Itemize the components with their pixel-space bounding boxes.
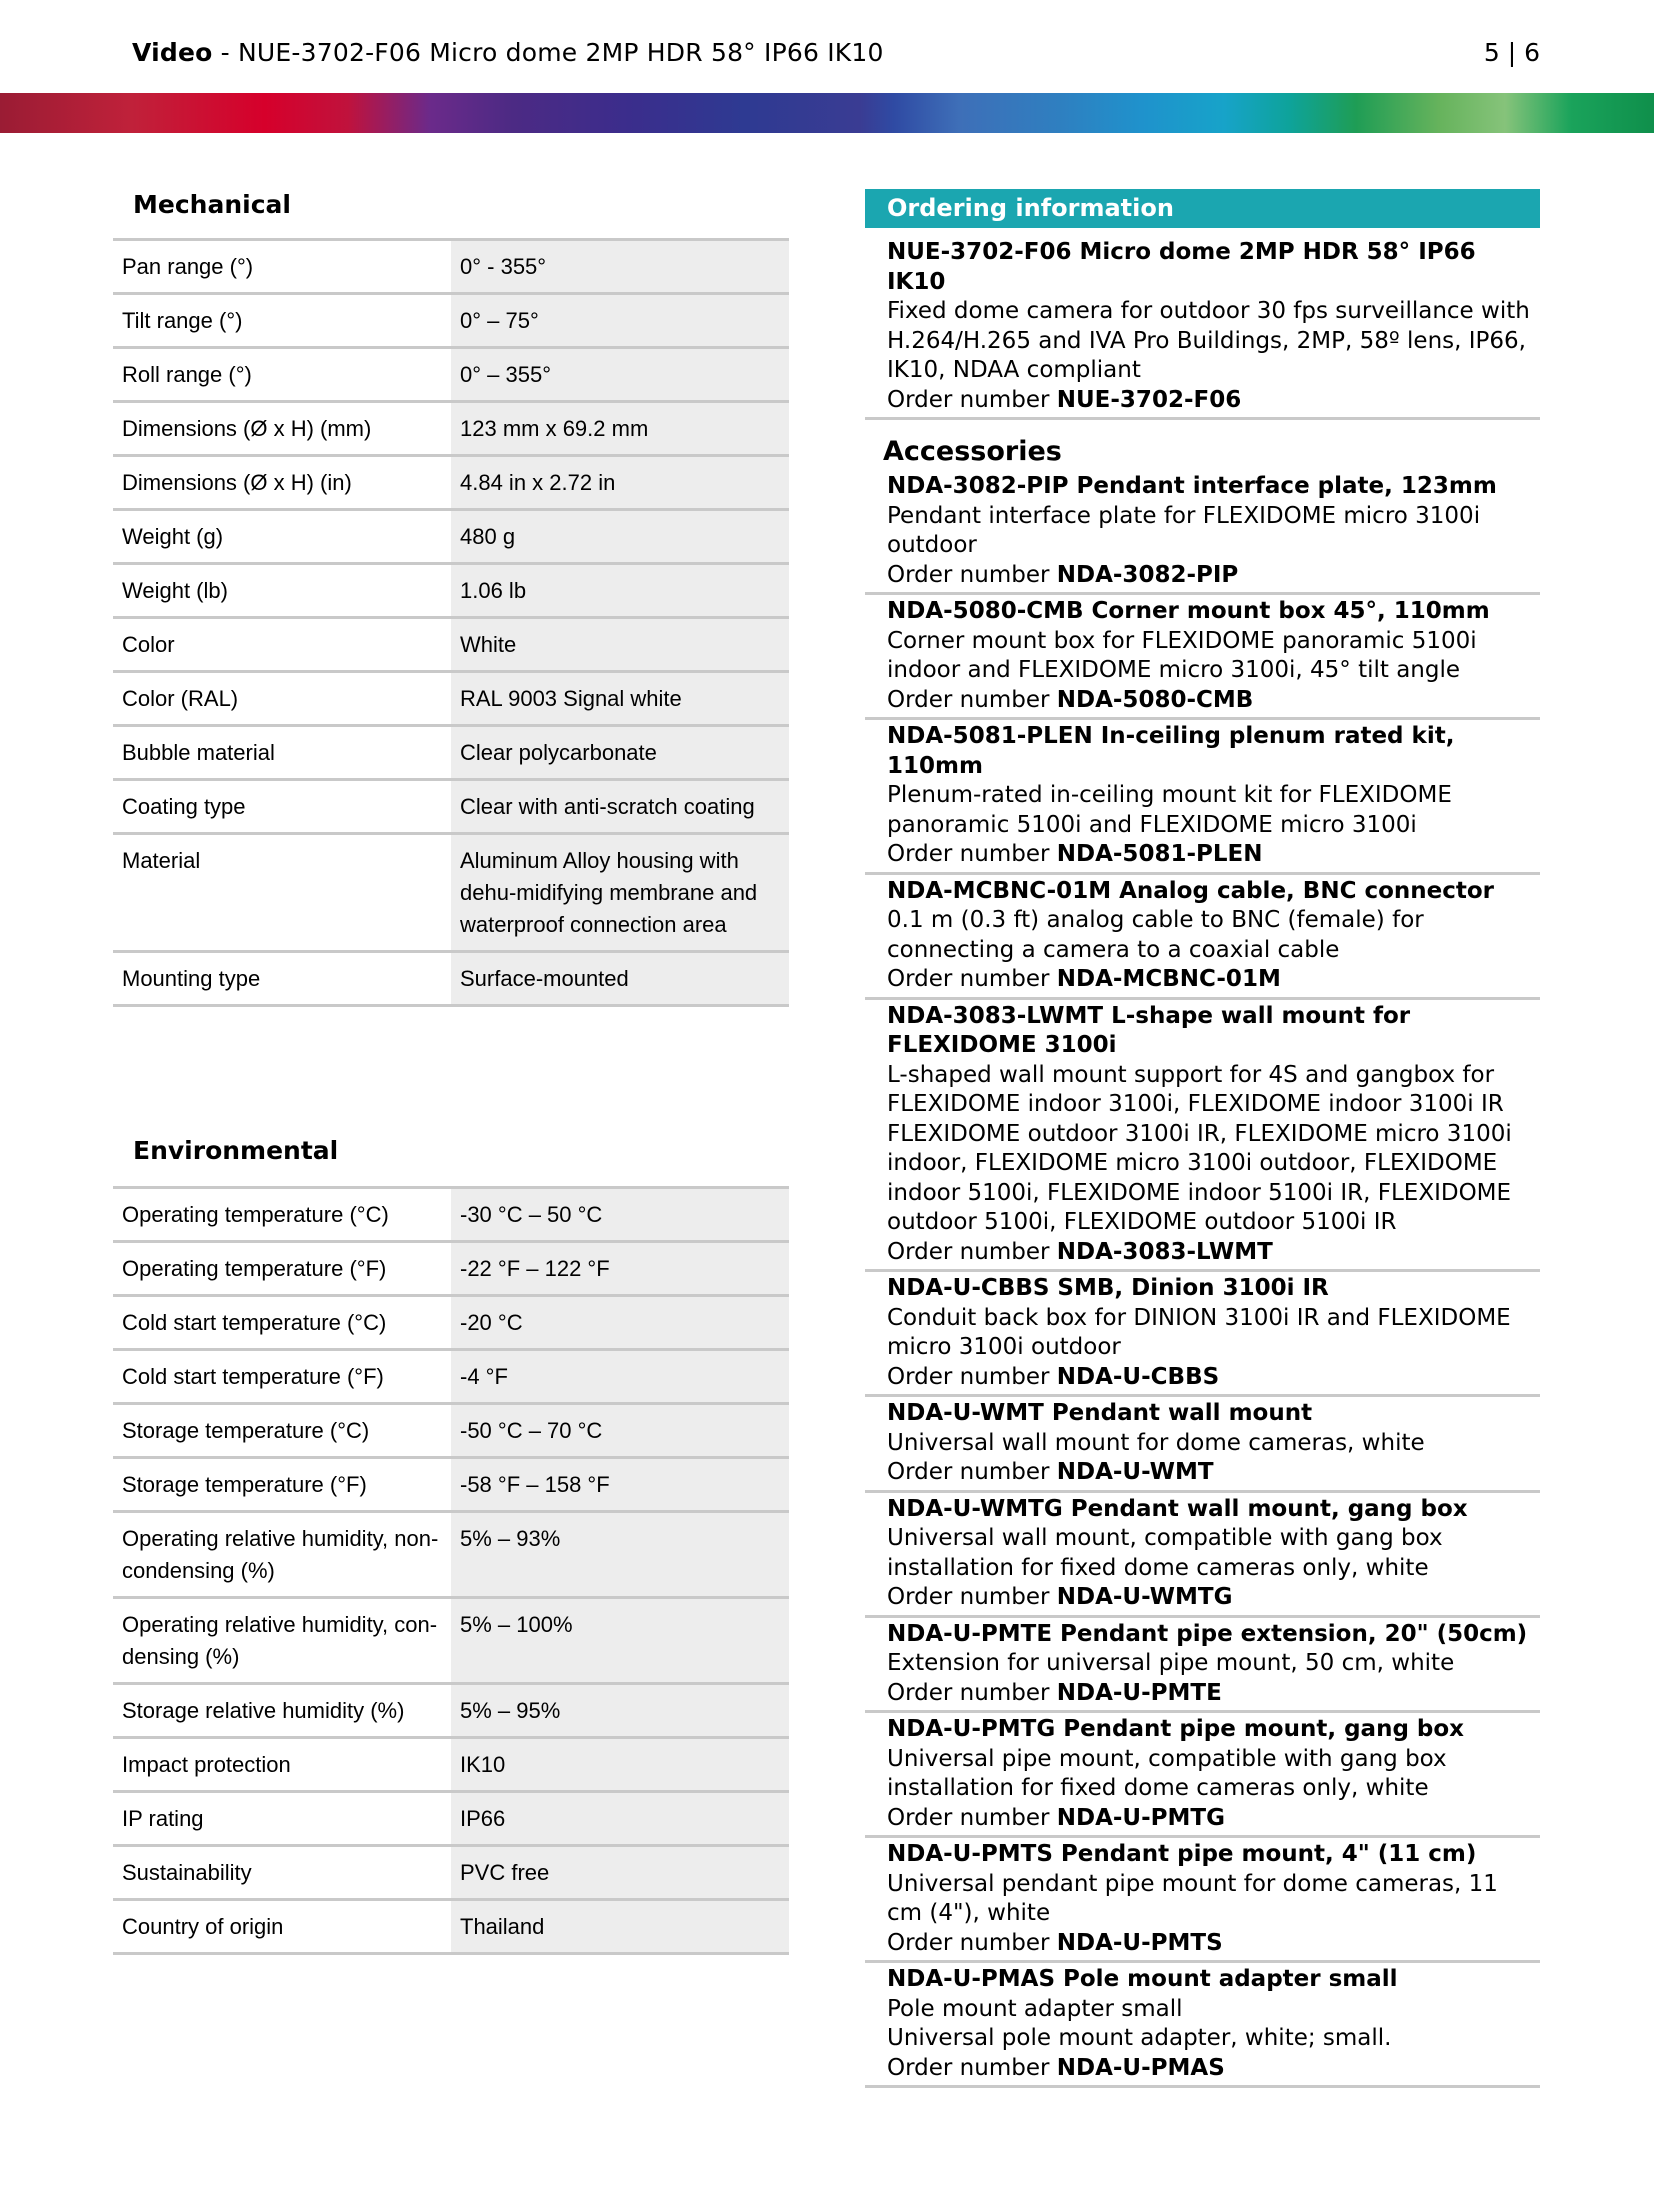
spec-row — [113, 834, 789, 952]
accessory-order-number: Order number NDA-U-WMT — [887, 1459, 1214, 1485]
accessory-description: Conduit back box for DINION 3100i IR and FLEXIDOME micro 3100i outdoor — [887, 1304, 1511, 1360]
spec-value: IP66 — [451, 1792, 789, 1846]
spec-row — [113, 952, 789, 1006]
accessory-description: Pendant interface plate for FLEXIDOME micro 3100i outdoor — [887, 502, 1481, 558]
spec-row — [113, 564, 789, 618]
spec-row — [113, 780, 789, 834]
accessory-description: L-shaped wall mount support for 4S and gangbox for FLEXIDOME indoor 3100i, FLEXIDOME indoor 3100i IR FLEXIDOME outdoor 3100i IR, FLEXIDOME micro 3100i indoor, FLEXIDOME micro 3100i outdoor, FLEXIDOME indoor 5100i, FLEXIDOME indoor 5100i IR, FLEXIDOME outdoor 5100i, FLEXIDOME outdoor 5100i IR — [887, 1061, 1512, 1235]
accessory-description: Universal pipe mount, compatible with gang box installation for fixed dome cameras only, white — [887, 1745, 1447, 1801]
spec-label: Country of origin — [113, 1900, 451, 1954]
accessory-name: NDA-MCBNC-01M Analog cable, BNC connector — [887, 877, 1495, 904]
spec-label: Operating temperature (°F) — [113, 1242, 451, 1296]
accessory-name: NDA-U-PMTG Pendant pipe mount, gang box — [887, 1716, 1465, 1742]
accessory-name: NDA-5081-PLEN In-ceiling plenum rated kit, 110mm — [887, 723, 1455, 779]
spec-row — [113, 1792, 789, 1846]
header-title: NUE-3702-F06 Micro dome 2MP HDR 58° IP66 IK10 — [238, 38, 884, 67]
spec-row — [113, 1900, 789, 1954]
environmental-section-title: Environmental — [133, 1136, 339, 1165]
spec-value: 5% – 93% — [451, 1512, 789, 1598]
accessory-name: NDA-U-WMT Pendant wall mount — [887, 1400, 1313, 1426]
spec-row — [113, 456, 789, 510]
spec-label: Operating relative humidity, con-densing (%) — [113, 1598, 451, 1684]
ordering-column — [865, 189, 1540, 2088]
spec-label: Storage temperature (°F) — [113, 1458, 451, 1512]
spec-row — [113, 1598, 789, 1684]
spec-label: IP rating — [113, 1792, 451, 1846]
spec-row — [113, 1404, 789, 1458]
spec-row — [113, 1512, 789, 1598]
spec-label: Cold start temperature (°C) — [113, 1296, 451, 1350]
accessory-name: NDA-5080-CMB Corner mount box 45°, 110mm — [887, 598, 1490, 624]
spec-row — [113, 1684, 789, 1738]
accessory-order-number: Order number NDA-U-PMTS — [887, 1929, 1223, 1956]
spec-row — [113, 1738, 789, 1792]
spec-value: 0° – 75° — [451, 294, 789, 348]
spec-label: Weight (lb) — [113, 564, 451, 618]
spec-row — [113, 402, 789, 456]
spec-value: Surface-mounted — [451, 952, 789, 1006]
spec-row — [113, 1242, 789, 1296]
accessory-description: Pole mount adapter small Universal pole mount adapter, white; small. — [887, 1995, 1392, 2051]
accessory-name: NDA-U-WMTG Pendant wall mount, gang box — [887, 1495, 1468, 1522]
accessory-description: 0.1 m (0.3 ft) analog cable to BNC (female) for connecting a camera to a coaxial cable — [887, 907, 1424, 963]
accessory-item — [865, 1272, 1540, 1397]
spec-value: Clear polycarbonate — [451, 726, 789, 780]
accessory-order-number: Order number NDA-U-PMTG — [887, 1804, 1225, 1831]
spec-row — [113, 1458, 789, 1512]
spec-value: 1.06 lb — [451, 564, 789, 618]
spec-label: Cold start temperature (°F) — [113, 1350, 451, 1404]
brand-color-band — [0, 93, 1654, 133]
spec-label: Operating temperature (°C) — [113, 1188, 451, 1242]
product-description: Fixed dome camera for outdoor 30 fps surveillance with H.264/H.265 and IVA Pro Buildings, 2MP, 58º lens, IP66, IK10, NDAA compliant — [887, 298, 1530, 383]
accessory-order-number: Order number NDA-3082-PIP — [887, 561, 1239, 588]
mechanical-section-title: Mechanical — [133, 190, 291, 219]
spec-value: Thailand — [451, 1900, 789, 1954]
spec-value: PVC free — [451, 1846, 789, 1900]
spec-label: Weight (g) — [113, 510, 451, 564]
spec-value: White — [451, 618, 789, 672]
accessory-order-number: Order number NDA-U-CBBS — [887, 1363, 1220, 1390]
accessory-item — [865, 875, 1540, 1000]
document-header: Video - NUE-3702-F06 Micro dome 2MP HDR 58° IP66 IK10 — [132, 38, 884, 67]
accessory-description: Corner mount box for FLEXIDOME panoramic 5100i indoor and FLEXIDOME micro 3100i, 45° tilt angle — [887, 627, 1477, 683]
environmental-table — [113, 1186, 789, 1955]
header-category: Video — [132, 38, 213, 67]
spec-value: 123 mm x 69.2 mm — [451, 402, 789, 456]
spec-value: RAL 9003 Signal white — [451, 672, 789, 726]
accessories-title: Accessories — [883, 436, 1062, 467]
spec-value: 0° - 355° — [451, 240, 789, 294]
spec-label: Coating type — [113, 780, 451, 834]
accessory-description: Plenum-rated in-ceiling mount kit for FLEXIDOME panoramic 5100i and FLEXIDOME micro 3100i — [887, 782, 1452, 838]
spec-row — [113, 618, 789, 672]
accessory-item — [865, 470, 1540, 595]
spec-label: Dimensions (Ø x H) (in) — [113, 456, 451, 510]
spec-row — [113, 1846, 789, 1900]
spec-value: -58 °F – 158 °F — [451, 1458, 789, 1512]
accessory-name: NDA-U-PMTE Pendant pipe extension, 20" (50cm) — [887, 1620, 1528, 1647]
accessory-order-number: Order number NDA-U-PMTE — [887, 1679, 1222, 1706]
spec-value: Aluminum Alloy housing with dehu-midifying membrane and waterproof connection area — [451, 834, 789, 952]
spec-label: Color — [113, 618, 451, 672]
spec-label: Pan range (°) — [113, 240, 451, 294]
spec-label: Sustainability — [113, 1846, 451, 1900]
spec-value: IK10 — [451, 1738, 789, 1792]
spec-value: 4.84 in x 2.72 in — [451, 456, 789, 510]
spec-value: 5% – 95% — [451, 1684, 789, 1738]
accessory-item — [865, 1397, 1540, 1493]
accessory-name: NDA-U-PMAS Pole mount adapter small — [887, 1966, 1398, 1992]
accessory-item — [865, 1838, 1540, 1963]
accessory-description: Universal pendant pipe mount for dome cameras, 11 cm (4"), white — [887, 1870, 1498, 1926]
accessory-description: Universal wall mount, compatible with gang box installation for fixed dome cameras only, white — [887, 1525, 1443, 1581]
spec-row — [113, 240, 789, 294]
spec-row — [113, 1350, 789, 1404]
accessories-list — [865, 470, 1540, 2088]
product-order-number: Order number NUE-3702-F06 — [887, 386, 1242, 413]
spec-value: -30 °C – 50 °C — [451, 1188, 789, 1242]
spec-label: Roll range (°) — [113, 348, 451, 402]
spec-label: Bubble material — [113, 726, 451, 780]
accessory-item — [865, 595, 1540, 720]
spec-value: Clear with anti-scratch coating — [451, 780, 789, 834]
spec-label: Color (RAL) — [113, 672, 451, 726]
spec-label: Storage temperature (°C) — [113, 1404, 451, 1458]
spec-value: -22 °F – 122 °F — [451, 1242, 789, 1296]
spec-label: Impact protection — [113, 1738, 451, 1792]
accessory-name: NDA-3082-PIP Pendant interface plate, 123mm — [887, 473, 1497, 499]
accessory-name: NDA-3083-LWMT L-shape wall mount for FLEXIDOME 3100i — [887, 1002, 1411, 1058]
ordering-header: Ordering information — [865, 189, 1540, 228]
accessory-order-number: Order number NDA-3083-LWMT — [887, 1238, 1273, 1265]
page-number: 5 | 6 — [1483, 38, 1540, 67]
spec-row — [113, 348, 789, 402]
spec-row — [113, 726, 789, 780]
mechanical-table — [113, 238, 789, 1007]
spec-label: Operating relative humidity, non-condensing (%) — [113, 1512, 451, 1598]
spec-label: Dimensions (Ø x H) (mm) — [113, 402, 451, 456]
product-name: NUE-3702-F06 Micro dome 2MP HDR 58° IP66 IK10 — [887, 239, 1476, 295]
accessory-order-number: Order number NDA-5080-CMB — [887, 686, 1254, 713]
accessory-item — [865, 720, 1540, 875]
accessory-item — [865, 1000, 1540, 1273]
accessory-name: NDA-U-CBBS SMB, Dinion 3100i IR — [887, 1275, 1329, 1301]
accessory-item — [865, 1713, 1540, 1838]
spec-label: Mounting type — [113, 952, 451, 1006]
spec-row — [113, 294, 789, 348]
spec-row — [113, 1296, 789, 1350]
accessory-name: NDA-U-PMTS Pendant pipe mount, 4" (11 cm) — [887, 1841, 1477, 1867]
spec-value: 0° – 355° — [451, 348, 789, 402]
spec-row — [113, 1188, 789, 1242]
accessory-order-number: Order number NDA-5081-PLEN — [887, 841, 1263, 867]
spec-value: 480 g — [451, 510, 789, 564]
spec-row — [113, 672, 789, 726]
accessory-description: Extension for universal pipe mount, 50 cm, white — [887, 1650, 1455, 1676]
spec-value: -4 °F — [451, 1350, 789, 1404]
accessory-order-number: Order number NDA-U-WMTG — [887, 1584, 1233, 1610]
spec-value: -50 °C – 70 °C — [451, 1404, 789, 1458]
accessory-order-number: Order number NDA-MCBNC-01M — [887, 966, 1281, 992]
accessory-description: Universal wall mount for dome cameras, white — [887, 1429, 1425, 1456]
accessory-item — [865, 1963, 1540, 2088]
accessory-item — [865, 1493, 1540, 1618]
ordering-product — [865, 238, 1540, 420]
accessory-order-number: Order number NDA-U-PMAS — [887, 2054, 1225, 2081]
spec-value: 5% – 100% — [451, 1598, 789, 1684]
spec-label: Material — [113, 834, 451, 952]
spec-value: -20 °C — [451, 1296, 789, 1350]
spec-label: Storage relative humidity (%) — [113, 1684, 451, 1738]
spec-row — [113, 510, 789, 564]
accessory-item — [865, 1618, 1540, 1714]
spec-label: Tilt range (°) — [113, 294, 451, 348]
